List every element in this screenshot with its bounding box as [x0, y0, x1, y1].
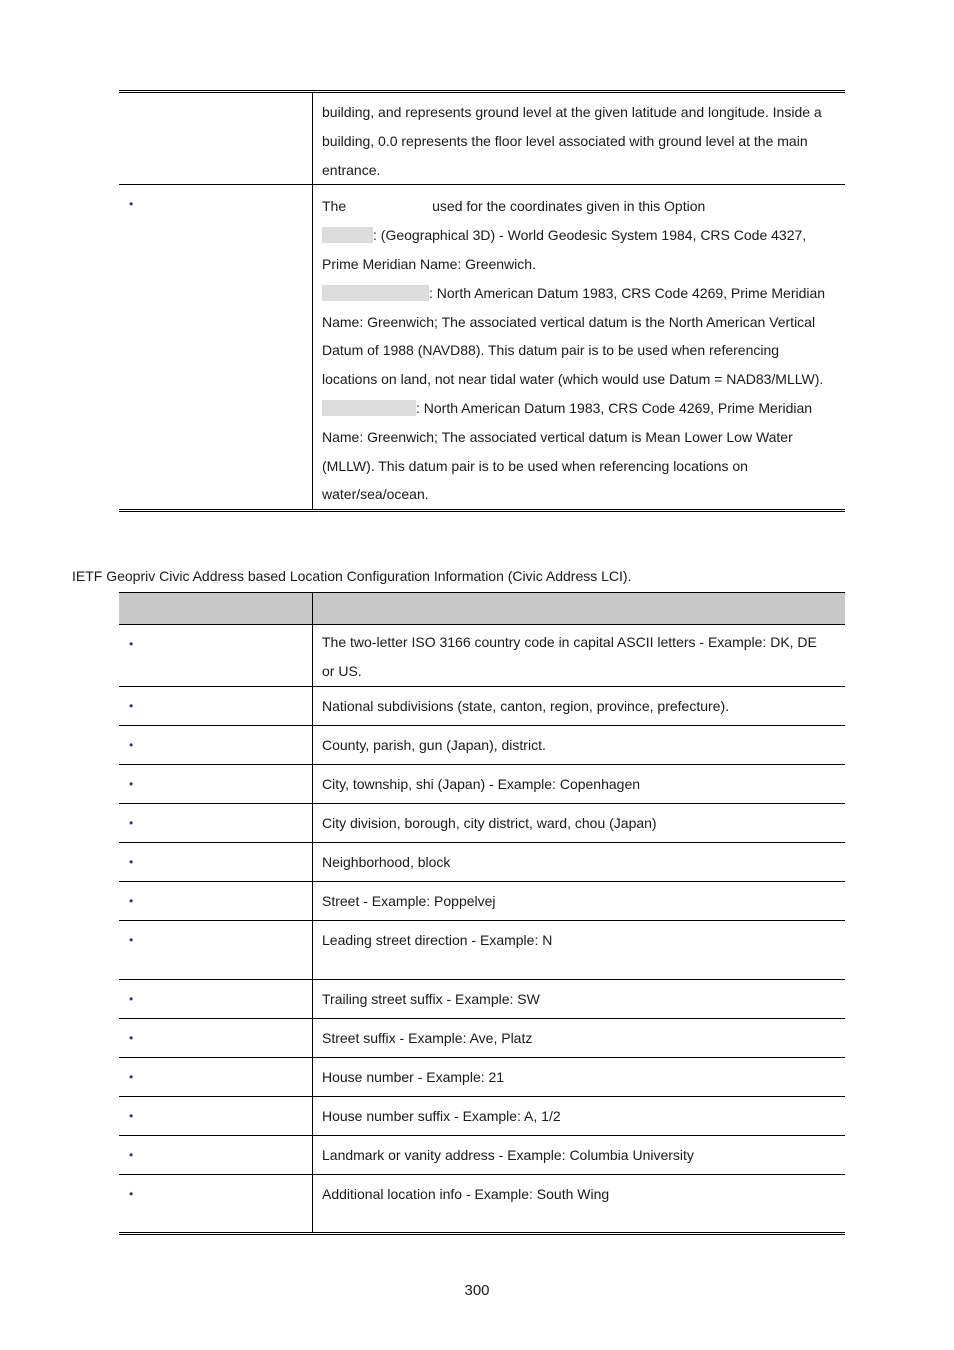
description-line: water/sea/ocean.	[322, 486, 429, 503]
header-cell-object	[119, 593, 313, 625]
description-line: House number suffix - Example: A, 1/2	[322, 1107, 561, 1124]
description-text: : North American Datum 1983, CRS Code 4269, Prime Meridian	[416, 399, 813, 416]
description-line	[322, 279, 837, 308]
redacted-highlight	[322, 227, 373, 243]
row-label-cell	[119, 92, 313, 185]
table-row	[119, 1174, 845, 1233]
description-line: (MLLW). This datum pair is to be used when referencing locations on	[322, 457, 748, 474]
datum-table	[119, 90, 845, 512]
description-line: County, parish, gun (Japan), district.	[322, 736, 546, 753]
table-row	[119, 979, 845, 1018]
bullet-marker: •	[129, 197, 134, 212]
row-description-cell	[313, 881, 846, 920]
description-line: Datum of 1988 (NAVD88). This datum pair is to be used when referencing	[322, 342, 780, 359]
description-line: Additional location info - Example: South Wing	[322, 1185, 610, 1202]
bullet-marker: •	[129, 1186, 134, 1201]
row-label-cell	[119, 881, 313, 920]
table-row	[119, 92, 845, 185]
row-description-cell	[313, 803, 846, 842]
description-line	[322, 221, 837, 250]
description-line: Neighborhood, block	[322, 853, 451, 870]
row-description-cell	[313, 764, 846, 803]
bullet-marker: •	[129, 1069, 134, 1084]
description-line: National subdivisions (state, canton, region, province, prefecture).	[322, 697, 729, 714]
bullet-marker: •	[129, 637, 134, 651]
table-row	[119, 803, 845, 842]
row-description-cell	[313, 1174, 846, 1233]
bullet-marker: •	[129, 776, 134, 791]
row-label-cell	[119, 1057, 313, 1096]
row-label-cell	[119, 686, 313, 725]
redacted-highlight	[322, 400, 416, 416]
row-label-cell	[119, 764, 313, 803]
description-line	[322, 394, 837, 423]
row-label-cell	[119, 920, 313, 979]
row-description-cell	[313, 625, 846, 687]
description-line: Prime Meridian Name: Greenwich.	[322, 255, 536, 272]
row-description-cell	[313, 725, 846, 764]
description-line: Leading street direction - Example: N	[322, 931, 553, 948]
row-description-cell	[313, 979, 846, 1018]
row-label-cell	[119, 185, 313, 511]
description-line: Name: Greenwich; The associated vertical datum is the North American Vertical	[322, 313, 816, 330]
description-line: The two-letter ISO 3166 country code in capital ASCII letters - Example: DK, DE	[322, 634, 817, 650]
row-label-cell	[119, 979, 313, 1018]
description-line: Street - Example: Poppelvej	[322, 892, 496, 909]
description-line: Landmark or vanity address - Example: Columbia University	[322, 1146, 694, 1163]
row-label-cell	[119, 1096, 313, 1135]
description-line: building, and represents ground level at the given latitude and longitude. Inside a	[322, 104, 822, 120]
row-description-cell	[313, 1018, 846, 1057]
civic-address-table	[119, 592, 845, 1235]
redacted-highlight	[322, 285, 429, 301]
table-row	[119, 920, 845, 979]
bullet-marker: •	[129, 991, 134, 1006]
row-label-cell	[119, 842, 313, 881]
table-row	[119, 625, 845, 687]
bullet-marker: •	[129, 1030, 134, 1045]
bullet-marker: •	[129, 854, 134, 869]
bullet-marker: •	[129, 737, 134, 752]
section-intro-text: IETF Geopriv Civic Address based Location Configuration Information (Civic Address LCI).	[72, 568, 632, 584]
table-row	[119, 185, 845, 511]
row-description-cell	[313, 920, 846, 979]
description-line: Street suffix - Example: Ave, Platz	[322, 1029, 533, 1046]
row-label-cell	[119, 1174, 313, 1233]
row-description-cell	[313, 185, 846, 511]
description-line: City division, borough, city district, ward, chou (Japan)	[322, 814, 657, 831]
row-label-cell	[119, 625, 313, 687]
row-description-cell	[313, 842, 846, 881]
row-label-cell	[119, 725, 313, 764]
row-description-cell	[313, 686, 846, 725]
bullet-marker: •	[129, 698, 134, 713]
bullet-marker: •	[129, 1108, 134, 1123]
header-cell-description	[313, 593, 846, 625]
description-line: Trailing street suffix - Example: SW	[322, 990, 540, 1007]
table-row	[119, 686, 845, 725]
description-line: entrance.	[322, 161, 381, 178]
description-text: used for the coordinates given in this Option	[432, 198, 706, 215]
row-label-cell	[119, 1135, 313, 1174]
description-line: or US.	[322, 662, 362, 679]
table-row	[119, 764, 845, 803]
row-label-cell	[119, 803, 313, 842]
bullet-marker: •	[129, 893, 134, 908]
description-line: Name: Greenwich; The associated vertical datum is Mean Lower Low Water	[322, 428, 793, 445]
bullet-marker: •	[129, 932, 134, 947]
description-text: : (Geographical 3D) - World Geodesic System 1984, CRS Code 4327,	[373, 227, 807, 244]
description-line	[322, 192, 837, 221]
row-description-cell	[313, 1135, 846, 1174]
table-row	[119, 842, 845, 881]
table-row	[119, 881, 845, 920]
table-row	[119, 725, 845, 764]
row-description-cell	[313, 1057, 846, 1096]
description-text: The	[322, 198, 347, 215]
description-line: locations on land, not near tidal water (which would use Datum = NAD83/MLLW).	[322, 371, 824, 388]
description-line: City, township, shi (Japan) - Example: Copenhagen	[322, 775, 641, 792]
bullet-marker: •	[129, 1147, 134, 1162]
description-text: : North American Datum 1983, CRS Code 4269, Prime Meridian	[429, 284, 826, 301]
table-header-row	[119, 593, 845, 625]
row-description-cell	[313, 1096, 846, 1135]
table-row	[119, 1096, 845, 1135]
row-description-cell	[313, 92, 846, 185]
page-number: 300	[464, 1282, 490, 1299]
description-line: building, 0.0 represents the floor level associated with ground level at the main	[322, 132, 808, 149]
row-label-cell	[119, 1018, 313, 1057]
table-row	[119, 1135, 845, 1174]
description-line: House number - Example: 21	[322, 1068, 505, 1085]
table-row	[119, 1018, 845, 1057]
bullet-marker: •	[129, 815, 134, 830]
table-row	[119, 1057, 845, 1096]
